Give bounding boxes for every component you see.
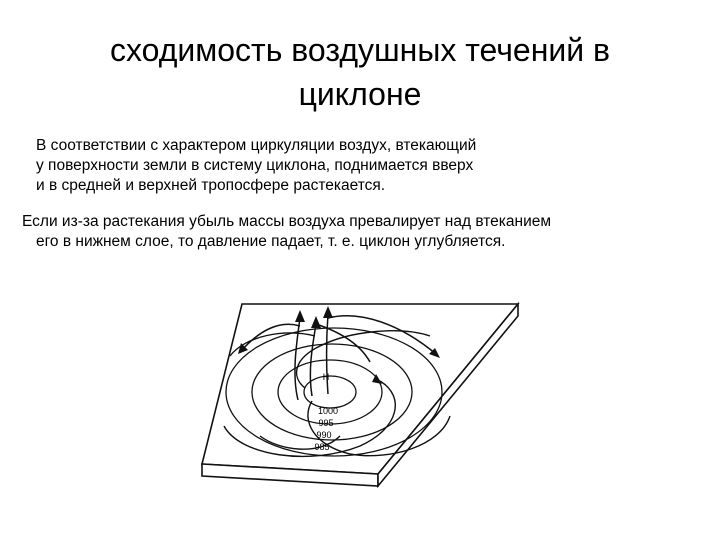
title-line-1: сходимость воздушных течений в xyxy=(109,32,611,68)
cyclone-diagram-svg xyxy=(200,296,520,526)
isobar-label-1: 1000 xyxy=(317,406,339,416)
isobar-label-4: 985 xyxy=(314,442,330,452)
center-low-label: Н xyxy=(322,372,330,382)
cyclone-convergence-diagram xyxy=(200,296,520,526)
slide-title xyxy=(0,28,720,116)
paragraph2-line-1: Если из-за растекания убыль массы воздуха превалирует над втеканием xyxy=(22,213,551,230)
paragraph1-line-1: В соответствии с характером циркуляции воздух, втекающий xyxy=(36,137,477,154)
paragraph2-line-2: его в нижнем слое, то давление падает, т. е. циклон углубляется. xyxy=(36,233,506,250)
paragraph1-line-3: и в средней и верхней тропосфере растекается. xyxy=(36,177,386,194)
paragraph-circulation xyxy=(36,136,476,196)
paragraph1-line-2: у поверхности земли в систему циклона, поднимается вверх xyxy=(36,157,474,174)
isobar-label-3: 990 xyxy=(316,430,332,440)
title-line-2: циклоне xyxy=(298,76,422,112)
ground-slab xyxy=(202,304,518,486)
isobar-label-2: 995 xyxy=(318,418,334,428)
paragraph-pressure-fall xyxy=(22,212,551,252)
